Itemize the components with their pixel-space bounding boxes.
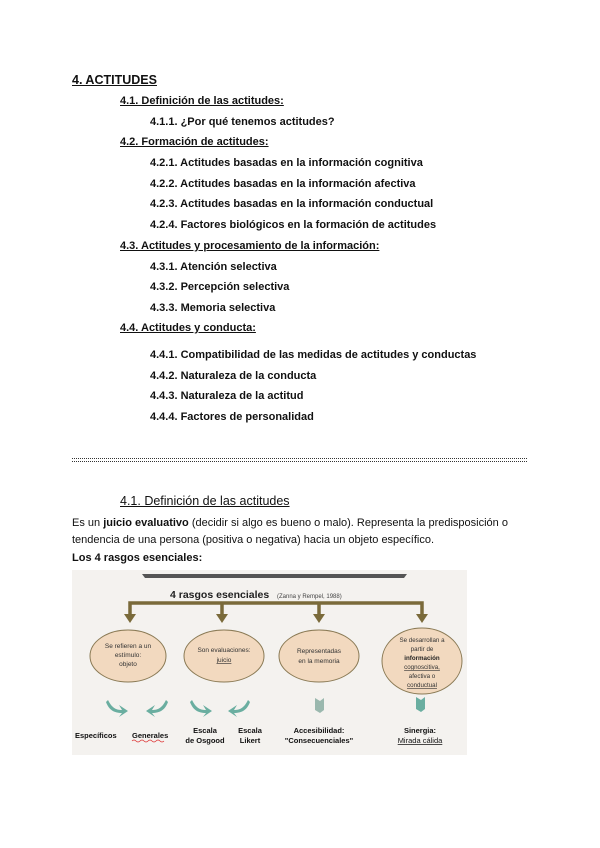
toc-section-4-1: 4.1. Definición de las actitudes: bbox=[120, 95, 284, 107]
box2-line2: juicio bbox=[216, 657, 232, 664]
definition-paragraph bbox=[72, 515, 532, 549]
toc-item-4-1-1: 4.1.1. ¿Por qué tenemos actitudes? bbox=[150, 116, 335, 128]
toc-item-4-4-2: 4.4.2. Naturaleza de la conducta bbox=[150, 370, 317, 382]
toc-item-4-3-1: 4.3.1. Atención selectiva bbox=[150, 261, 277, 273]
toc-item-4-2-2: 4.2.2. Actitudes basadas en la información afectiva bbox=[150, 178, 416, 190]
label-osgood-1: Escala bbox=[193, 726, 217, 735]
toc-section-4-3: 4.3. Actitudes y procesamiento de la información: bbox=[120, 240, 380, 252]
toc-item-4-3-3: 4.3.3. Memoria selectiva bbox=[150, 302, 276, 314]
para-post: (decidir si algo es bueno o malo). Representa la predisposición o tendencia de una persona (positiva o negativa) hacia un objeto específico. bbox=[72, 517, 508, 546]
box1-line2: estímulo: bbox=[114, 652, 142, 659]
box1-line1: Se refieren a un bbox=[104, 643, 152, 650]
toc-section-4-2: 4.2. Formación de actitudes: bbox=[120, 136, 269, 148]
box3-line1: Representadas bbox=[296, 648, 342, 655]
label-especificos: Específicos bbox=[75, 731, 117, 740]
label-accesibilidad-1: Accesibilidad: bbox=[293, 726, 345, 735]
diagram-citation: (Zanna y Rempel, 1988) bbox=[277, 594, 342, 600]
toc-item-4-2-3: 4.2.3. Actitudes basadas en la información conductual bbox=[150, 198, 434, 210]
label-osgood-2: de Osgood bbox=[185, 736, 225, 745]
toc-item-4-4-3: 4.4.3. Naturaleza de la actitud bbox=[150, 390, 304, 402]
label-sinergia-2: Mirada cálida bbox=[397, 736, 443, 745]
toc-item-4-4-4: 4.4.4. Factores de personalidad bbox=[150, 411, 314, 423]
label-sinergia-1: Sinergia: bbox=[403, 726, 437, 735]
para-bold: juicio evaluativo bbox=[103, 517, 189, 529]
toc-title: 4. ACTITUDES bbox=[72, 73, 157, 87]
label-generales: Generales bbox=[132, 731, 169, 740]
box-memoria bbox=[279, 630, 359, 682]
toc-section-4-4: 4.4. Actitudes y conducta: bbox=[120, 322, 256, 334]
toc-item-4-3-2: 4.3.2. Percepción selectiva bbox=[150, 281, 290, 293]
separator-line-2 bbox=[72, 461, 527, 462]
box4-line4: cognoscitiva, bbox=[404, 664, 440, 671]
toc-item-4-2-1: 4.2.1. Actitudes basadas en la información cognitiva bbox=[150, 157, 423, 169]
box4-line3: información bbox=[404, 655, 440, 662]
label-likert-2: Likert bbox=[239, 736, 261, 745]
box4-line2: partir de bbox=[410, 646, 434, 653]
box2-line1: Son evaluaciones: bbox=[197, 647, 251, 654]
rasgos-diagram bbox=[72, 570, 467, 755]
toc-item-4-2-4: 4.2.4. Factores biológicos en la formación de actitudes bbox=[150, 219, 437, 231]
diagram-top-bar bbox=[142, 574, 407, 578]
box4-line1: Se desarrollan a bbox=[399, 637, 445, 644]
label-likert-1: Escala bbox=[238, 726, 262, 735]
box1-line3: objeto bbox=[119, 661, 137, 668]
para-pre: Es un bbox=[72, 517, 104, 529]
box-evaluaciones bbox=[184, 630, 264, 682]
section-heading: 4.1. Definición de las actitudes bbox=[120, 494, 290, 508]
box4-line6: conductual bbox=[407, 682, 437, 689]
label-accesibilidad-2: "Consecuenciales" bbox=[284, 736, 354, 745]
rasgos-label: Los 4 rasgos esenciales: bbox=[72, 552, 203, 564]
box4-line5: afectiva o bbox=[408, 673, 436, 680]
diagram-title: 4 rasgos esenciales bbox=[170, 589, 270, 601]
box3-line2: en la memoria bbox=[298, 658, 340, 665]
toc-item-4-4-1: 4.4.1. Compatibilidad de las medidas de actitudes y conductas bbox=[150, 349, 477, 361]
